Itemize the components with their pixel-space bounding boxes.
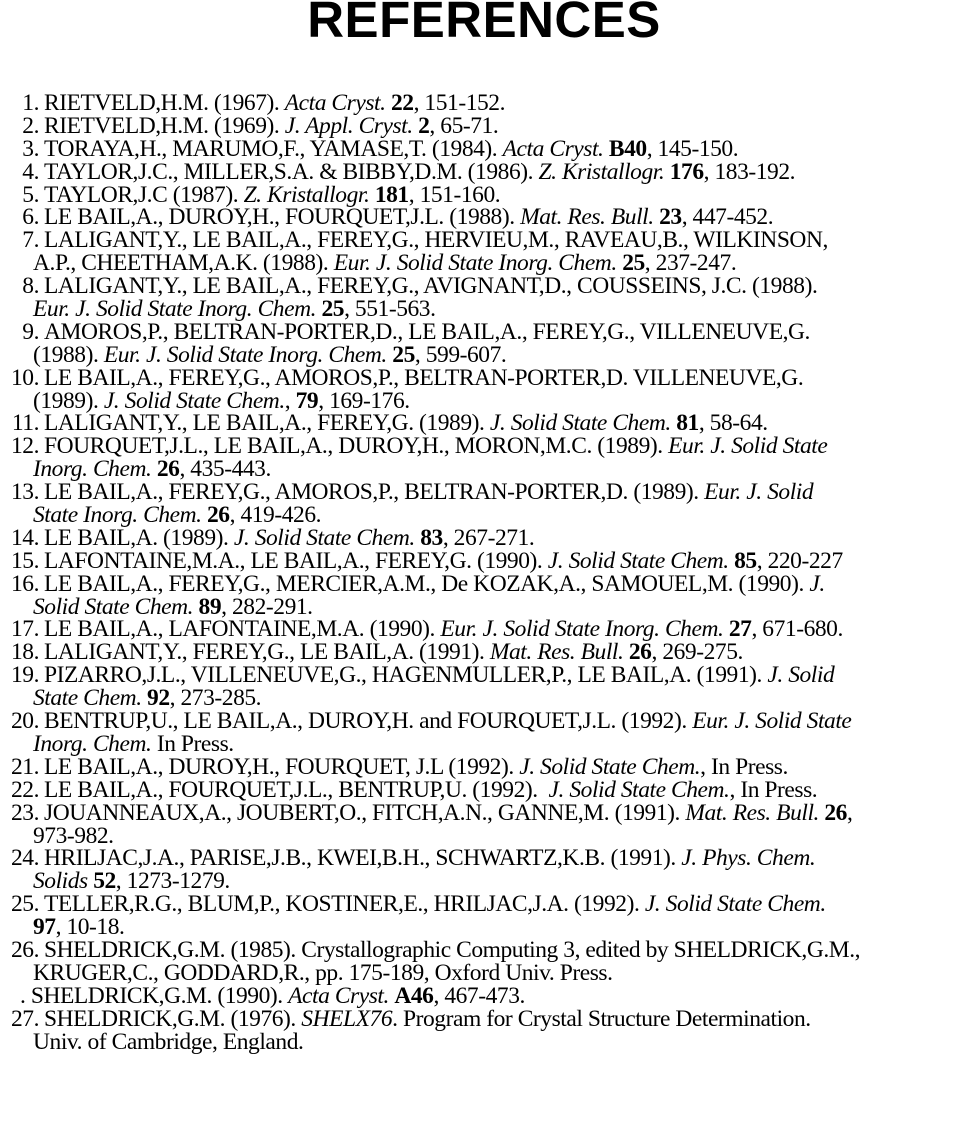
reference-line <box>0 618 968 641</box>
reference-number: 26. <box>10 936 39 963</box>
reference-text: RIETVELD,H.M. (1969). <box>44 112 285 139</box>
reference-line <box>0 1028 968 1055</box>
reference-line <box>0 252 968 275</box>
reference-item <box>0 982 968 1009</box>
reference-item <box>0 181 968 208</box>
reference-text: KRUGER,C., GODDARD,R., pp. 175-189, Oxford Univ. Press. <box>33 959 613 986</box>
journal-title: Acta Cryst. <box>502 135 609 162</box>
volume-number: 52 <box>93 868 116 895</box>
reference-text: SHELDRICK,G.M. (1976). <box>44 1005 302 1032</box>
reference-text: FOURQUET,J.L., LE BAIL,A., DUROY,H., MORON,M.C. (1989). <box>44 433 669 460</box>
volume-number: 2 <box>418 112 430 139</box>
reference-text: , 237-247. <box>644 250 737 277</box>
reference-text: LE BAIL,A., FEREY,G., AMOROS,P., BELTRAN-PORTER,D. (1989). <box>44 479 705 506</box>
volume-number: 181 <box>374 181 409 208</box>
reference-line <box>0 982 968 1009</box>
reference-number: 17. <box>10 616 39 643</box>
reference-line <box>0 959 968 986</box>
reference-number: 14. <box>10 524 39 551</box>
reference-text: . Program for Crystal Structure Determination. <box>392 1005 811 1032</box>
reference-text: LE BAIL,A., FEREY,G., AMOROS,P., BELTRAN-PORTER,D. VILLENEUVE,G. <box>44 364 804 391</box>
journal-title: Eur. J. Solid State <box>668 433 828 460</box>
reference-text: , 10-18. <box>55 914 125 941</box>
reference-line <box>0 181 968 208</box>
reference-item <box>0 1005 968 1055</box>
reference-number: 2. <box>22 112 39 139</box>
journal-title: Eur. J. Solid State Inorg. Chem. <box>33 296 322 323</box>
reference-line <box>0 1005 968 1032</box>
reference-text: RIETVELD,H.M. (1967). <box>44 90 285 116</box>
journal-title: J. Solid State Chem. <box>547 547 735 574</box>
reference-item <box>0 229 968 275</box>
volume-number: 26 <box>207 502 230 529</box>
reference-line <box>0 341 968 368</box>
reference-line <box>0 206 968 229</box>
journal-title: Mat. Res. Bull. <box>489 639 629 666</box>
reference-text: , 169-176. <box>318 387 410 414</box>
journal-title: J. Solid State Chem. <box>103 387 285 414</box>
reference-text: , 599-607. <box>414 341 507 368</box>
reference-text: PIZARRO,J.L., VILLENEUVE,G., HAGENMULLER,P., LE BAIL,A. (1991). <box>44 662 768 689</box>
reference-number: 15. <box>10 547 39 574</box>
reference-text: , 145-150. <box>646 135 739 162</box>
reference-item <box>0 547 968 574</box>
reference-line <box>0 229 968 252</box>
reference-number: 13. <box>10 479 39 506</box>
reference-text: , 151-152. <box>413 90 506 116</box>
page-title: REFERENCES <box>307 0 661 48</box>
reference-line <box>0 387 968 414</box>
volume-number: 81 <box>676 410 699 437</box>
reference-line <box>0 318 968 345</box>
reference-item <box>0 318 968 368</box>
reference-item <box>0 92 968 115</box>
journal-title: J. Solid State Chem. <box>644 891 826 918</box>
reference-item <box>0 893 968 939</box>
reference-text: LE BAIL,A., DUROY,H., FOURQUET,J.L. (1988). <box>44 204 521 231</box>
reference-text: , In Press. <box>700 753 788 780</box>
reference-number: 6. <box>22 204 39 231</box>
reference-text: , 269-275. <box>651 639 743 666</box>
journal-title: J. Appl. Cryst. <box>284 112 419 139</box>
reference-text: HRILJAC,J.A., PARISE,J.B., KWEI,B.H., SCHWARTZ,K.B. (1991). <box>44 845 682 872</box>
reference-number: 10. <box>10 364 39 391</box>
reference-number: 7. <box>22 227 39 254</box>
reference-item <box>0 664 968 710</box>
journal-title: J. Solid <box>767 662 835 689</box>
reference-line <box>0 481 968 504</box>
journal-title: Solids <box>33 868 94 895</box>
reference-item <box>0 799 968 849</box>
reference-number: 9. <box>22 318 39 345</box>
reference-text: , 183-192. <box>703 158 796 185</box>
reference-text: TAYLOR,J.C., MILLER,S.A. & BIBBY,D.M. (1986). <box>44 158 539 185</box>
reference-text: Univ. of Cambridge, England. <box>33 1028 304 1055</box>
reference-item <box>0 753 968 780</box>
reference-line <box>0 504 968 527</box>
reference-line <box>0 275 968 298</box>
reference-line <box>0 936 968 963</box>
reference-line <box>0 547 968 574</box>
reference-text: SHELDRICK,G.M. (1985). Crystallographic Computing 3, edited by SHELDRICK,G.M., <box>44 936 861 963</box>
reference-text: LE BAIL,A., LAFONTAINE,M.A. (1990). <box>44 616 441 643</box>
reference-item <box>0 524 968 551</box>
reference-line <box>0 458 968 481</box>
reference-text: In Press. <box>156 730 234 757</box>
volume-number: 176 <box>669 158 704 185</box>
reference-text: , 282-291. <box>221 593 313 620</box>
volume-number: 97 <box>33 914 56 941</box>
reference-item <box>0 435 968 481</box>
reference-text: , 220-227 <box>756 547 843 574</box>
reference-text: 973-982. <box>33 822 114 849</box>
volume-number: 26 <box>824 799 847 826</box>
journal-title: Z. Kristallogr. <box>538 158 670 185</box>
volume-number: 83 <box>420 524 443 551</box>
reference-item <box>0 481 968 527</box>
reference-text: , 435-443. <box>179 456 271 483</box>
reference-text: AMOROS,P., BELTRAN-PORTER,D., LE BAIL,A., FEREY,G., VILLENEUVE,G. <box>44 318 810 345</box>
journal-title: Solid State Chem. <box>33 593 199 620</box>
reference-text: LALIGANT,Y., FEREY,G., LE BAIL,A. (1991). <box>44 639 490 666</box>
reference-item <box>0 847 968 893</box>
reference-text: (1988). <box>33 341 104 368</box>
reference-line <box>0 847 968 870</box>
reference-text: . SHELDRICK,G.M. (1990). <box>20 982 289 1009</box>
reference-item <box>0 112 968 139</box>
reference-line <box>0 641 968 664</box>
reference-item <box>0 776 968 803</box>
reference-text: LE BAIL,A., FEREY,G., MERCIER,A.M., De KOZAK,A., SAMOUEL,M. (1990). <box>44 570 810 597</box>
journal-title: Acta Cryst. <box>288 982 395 1009</box>
journal-title: Inorg. Chem. <box>33 730 157 757</box>
reference-number: 25. <box>10 891 39 918</box>
reference-line <box>0 435 968 458</box>
reference-line <box>0 730 968 757</box>
reference-text: LE BAIL,A., DUROY,H., FOURQUET, J.L (1992). <box>44 753 520 780</box>
reference-text: A.P., CHEETHAM,A.K. (1988). <box>33 250 334 277</box>
journal-title: Acta Cryst. <box>284 90 391 116</box>
reference-line <box>0 158 968 185</box>
journal-title: J. Solid State Chem. <box>548 776 730 803</box>
journal-title: State Chem. <box>33 685 148 712</box>
journal-title: J. Solid State Chem. <box>233 524 421 551</box>
reference-text: LAFONTAINE,M.A., LE BAIL,A., FEREY,G. (1990). <box>44 547 548 574</box>
reference-text: , 58-64. <box>698 410 768 437</box>
reference-number: 18. <box>10 639 39 666</box>
volume-number: 85 <box>734 547 757 574</box>
reference-line <box>0 822 968 849</box>
reference-number: 11. <box>11 410 39 437</box>
reference-line <box>0 687 968 710</box>
journal-title: Eur. J. Solid <box>704 479 814 506</box>
volume-number: 26 <box>628 639 652 666</box>
journal-title: Eur. J. Solid State Inorg. Chem. <box>440 616 729 643</box>
reference-item <box>0 618 968 641</box>
reference-item <box>0 206 968 229</box>
reference-text: , 267-271. <box>442 524 535 551</box>
reference-text: JOUANNEAUX,A., JOUBERT,O., FITCH,A.N., GANNE,M. (1991). <box>44 799 686 826</box>
reference-text: , <box>846 799 853 826</box>
reference-line <box>0 916 968 939</box>
reference-number: 12. <box>10 433 39 460</box>
reference-text: (1989). <box>33 387 104 414</box>
reference-line <box>0 593 968 620</box>
reference-line <box>0 753 968 780</box>
reference-item <box>0 135 968 162</box>
reference-text: LALIGANT,Y., LE BAIL,A., FEREY,G., HERVIEU,M., RAVEAU,B., WILKINSON, <box>44 227 828 254</box>
reference-text: , In Press. <box>729 776 818 803</box>
reference-line <box>0 710 968 733</box>
reference-line <box>0 570 968 597</box>
reference-text: , 419-426. <box>229 502 322 529</box>
reference-item <box>0 641 968 664</box>
reference-line <box>0 870 968 893</box>
journal-title: Z. Kristallogr. <box>243 181 375 208</box>
reference-text: , 151-160. <box>408 181 501 208</box>
volume-number: 25 <box>622 250 645 277</box>
journal-title: Mat. Res. Bull. <box>685 799 825 826</box>
journal-title: J. Phys. Chem. <box>681 845 816 872</box>
reference-text: , 273-285. <box>169 685 262 712</box>
reference-text: , 65-71. <box>429 112 499 139</box>
reference-number: 16. <box>10 570 39 597</box>
reference-text: , 467-473. <box>433 982 525 1009</box>
journal-title: Eur. J. Solid State Inorg. Chem. <box>333 250 623 277</box>
reference-number: 22. <box>10 776 39 803</box>
reference-text: , 551-563. <box>344 296 436 323</box>
volume-number: 25 <box>321 296 345 323</box>
volume-number: 89 <box>198 593 222 620</box>
reference-text: , <box>284 387 296 414</box>
journal-title: Eur. J. Solid State <box>692 708 852 735</box>
reference-number: 1. <box>22 90 39 116</box>
reference-number: 8. <box>22 273 39 300</box>
journal-title: State Inorg. Chem. <box>33 502 207 529</box>
reference-number: 27. <box>10 1005 39 1032</box>
volume-number: 25 <box>392 341 415 368</box>
reference-text: LALIGANT,Y., LE BAIL,A., FEREY,G., AVIGNANT,D., COUSSEINS, J.C. (1988). <box>44 273 818 300</box>
reference-text: TELLER,R.G., BLUM,P., KOSTINER,E., HRILJAC,J.A. (1992). <box>44 891 645 918</box>
reference-line <box>0 799 968 826</box>
reference-text: TAYLOR,J.C (1987). <box>44 181 244 208</box>
reference-item <box>0 570 968 620</box>
reference-number: 4. <box>22 158 39 185</box>
reference-number: 3. <box>22 135 39 162</box>
volume-number: 27 <box>728 616 752 643</box>
reference-line <box>0 412 968 435</box>
volume-number: 92 <box>147 685 170 712</box>
reference-item <box>0 936 968 986</box>
reference-line <box>0 664 968 687</box>
reference-text: , 671-680. <box>751 616 843 643</box>
reference-line <box>0 298 968 321</box>
reference-number: 23. <box>10 799 39 826</box>
reference-text: , 447-452. <box>681 204 774 231</box>
journal-title: J. <box>809 570 825 597</box>
reference-line <box>0 135 968 162</box>
reference-item <box>0 275 968 321</box>
reference-number: 24. <box>10 845 39 872</box>
reference-list <box>0 92 968 1053</box>
journal-title: J. Solid State Chem. <box>519 753 701 780</box>
journal-title: J. Solid State Chem. <box>489 410 677 437</box>
reference-number: 5. <box>22 181 39 208</box>
journal-title: Eur. J. Solid State Inorg. Chem. <box>103 341 393 368</box>
reference-text: LE BAIL,A., FOURQUET,J.L., BENTRUP,U. (1992). <box>44 776 549 803</box>
reference-item <box>0 364 968 414</box>
reference-text: , 1273-1279. <box>115 868 230 895</box>
reference-line <box>0 112 968 139</box>
volume-number: 79 <box>295 387 319 414</box>
reference-line <box>0 776 968 803</box>
volume-number: A46 <box>394 982 434 1009</box>
reference-item <box>0 158 968 185</box>
reference-text: TORAYA,H., MARUMO,F., YAMASE,T. (1984). <box>44 135 503 162</box>
volume-number: B40 <box>608 135 647 162</box>
journal-title: Mat. Res. Bull. <box>520 204 660 231</box>
volume-number: 22 <box>390 90 414 116</box>
volume-number: 26 <box>156 456 180 483</box>
journal-title: SHELX76 <box>301 1005 393 1032</box>
reference-text: LALIGANT,Y., LE BAIL,A., FEREY,G. (1989). <box>44 410 490 437</box>
reference-number: 20. <box>10 708 39 735</box>
volume-number: 23 <box>659 204 682 231</box>
reference-line <box>0 893 968 916</box>
reference-line <box>0 524 968 551</box>
reference-text: LE BAIL,A. (1989). <box>44 524 234 551</box>
reference-number: 19. <box>10 662 39 689</box>
journal-title: Inorg. Chem. <box>33 456 157 483</box>
reference-item <box>0 412 968 435</box>
reference-text: BENTRUP,U., LE BAIL,A., DUROY,H. and FOURQUET,J.L. (1992). <box>44 708 693 735</box>
reference-item <box>0 710 968 756</box>
reference-line <box>0 364 968 391</box>
reference-number: 21. <box>10 753 39 780</box>
reference-line <box>0 92 968 115</box>
